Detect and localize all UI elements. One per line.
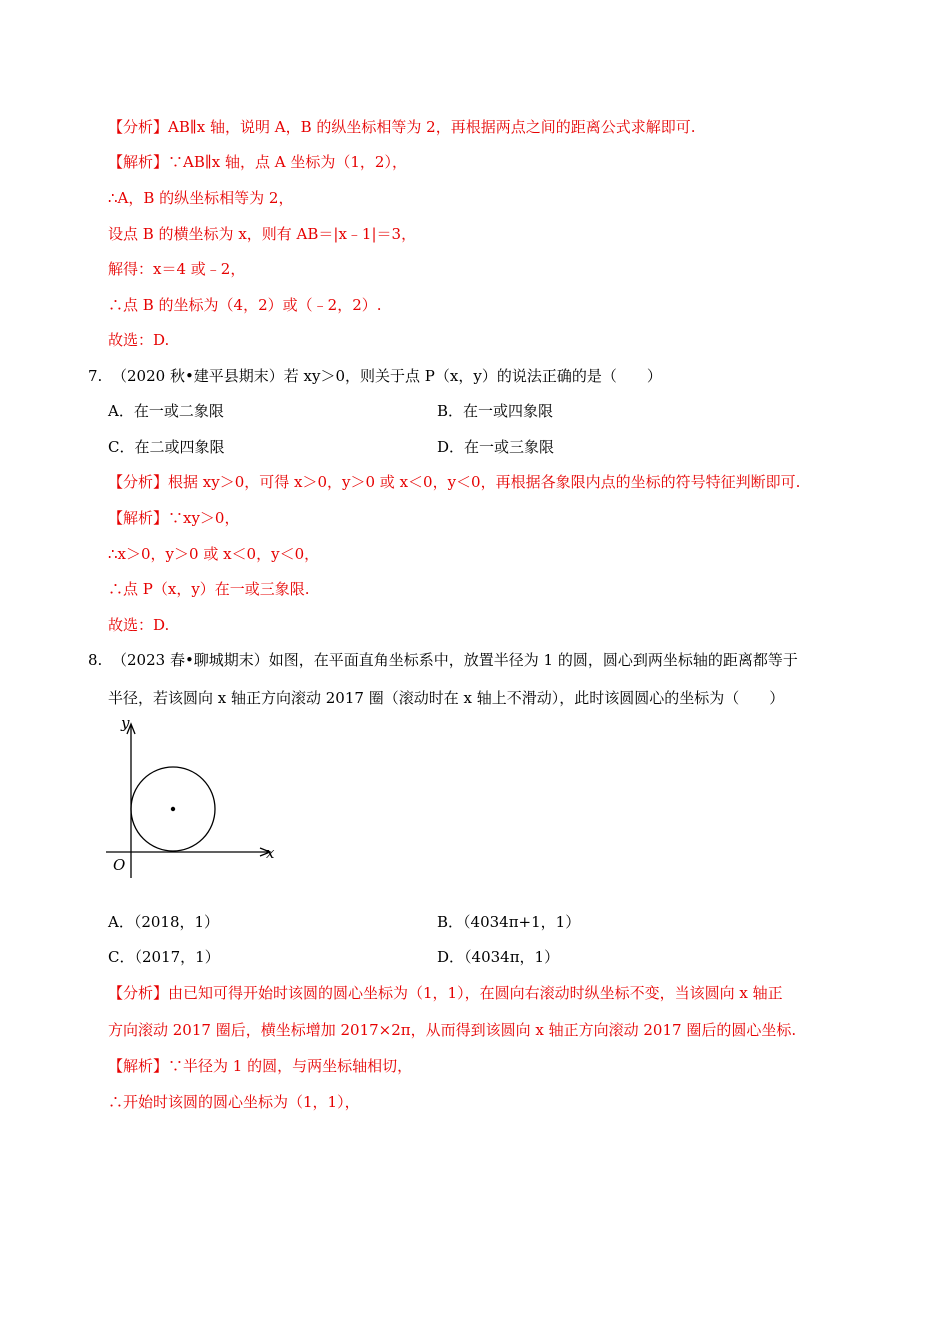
q6-step-2: 设点 B 的横坐标为 x，则有 AB＝|x﹣1|＝3，	[108, 225, 417, 243]
q8-step-1: ∴开始时该圆的圆心坐标为（1，1），	[108, 1093, 360, 1111]
q7-stem: （2020 秋•建平县期末）若 xy＞0，则关于点 P（x，y）的说法正确的是（ ）	[112, 367, 662, 385]
q8-option-c: C．（2017，1）	[108, 948, 220, 966]
q7-analysis: 【分析】根据 xy＞0，可得 x＞0，y＞0 或 x＜0，y＜0，再根据各象限内点的坐标的符号特征判断即可.	[108, 473, 801, 491]
q8-analysis-line-1: 【分析】由已知可得开始时该圆的圆心坐标为（1，1），在圆向右滚动时纵坐标不变，当该圆向 x 轴正	[108, 984, 783, 1002]
q7-solution: 【解析】∵xy＞0，	[108, 509, 240, 527]
q8-option-b: B．（4034π+1，1）	[437, 913, 581, 931]
q6-solution: 【解析】∵AB∥x 轴，点 A 坐标为（1，2），	[108, 153, 407, 171]
q7-option-a: A．在一或二象限	[108, 402, 224, 420]
q7-step-2: ∴点 P（x，y）在一或三象限.	[108, 580, 310, 598]
q8-stem-line-2: 半径，若该圆向 x 轴正方向滚动 2017 圈（滚动时在 x 轴上不滑动），此时该圆圆心的坐标为（ ）	[108, 689, 785, 707]
q6-step-4: ∴点 B 的坐标为（4，2）或（﹣2，2）.	[108, 296, 382, 314]
q7-step-3: 故选：D.	[108, 616, 170, 634]
q8-option-a: A．（2018，1）	[108, 913, 220, 931]
q8-option-d: D．（4034π，1）	[437, 948, 560, 966]
q7-number: 7.	[88, 367, 103, 385]
q7-option-d: D．在一或三象限	[437, 438, 555, 456]
q8-stem-line-1: （2023 春•聊城期末）如图，在平面直角坐标系中，放置半径为 1 的圆，圆心到两坐标轴的距离都等于	[112, 651, 798, 669]
q7-option-b: B．在一或四象限	[437, 402, 554, 420]
q6-step-3: 解得：x＝4 或﹣2，	[108, 260, 246, 278]
y-axis-label: y	[121, 714, 130, 732]
q8-figure	[100, 712, 285, 882]
q8-number: 8.	[88, 651, 103, 669]
q6-analysis: 【分析】AB∥x 轴，说明 A，B 的纵坐标相等为 2，再根据两点之间的距离公式求解即可.	[108, 118, 696, 136]
q6-step-1: ∴A，B 的纵坐标相等为 2，	[108, 189, 294, 207]
q8-solution: 【解析】∵半径为 1 的圆，与两坐标轴相切，	[108, 1057, 413, 1075]
circle-center-dot	[171, 807, 175, 811]
q7-option-c: C．在二或四象限	[108, 438, 225, 456]
y-axis	[127, 724, 135, 878]
x-axis-label: x	[266, 844, 275, 862]
origin-label: O	[113, 856, 126, 874]
q6-step-5: 故选：D.	[108, 331, 170, 349]
q8-analysis-line-2: 方向滚动 2017 圈后，横坐标增加 2017×2π，从而得到该圆向 x 轴正方向滚动 2017 圈后的圆心坐标.	[108, 1021, 797, 1039]
q7-step-1: ∴x＞0，y＞0 或 x＜0，y＜0，	[108, 545, 320, 563]
